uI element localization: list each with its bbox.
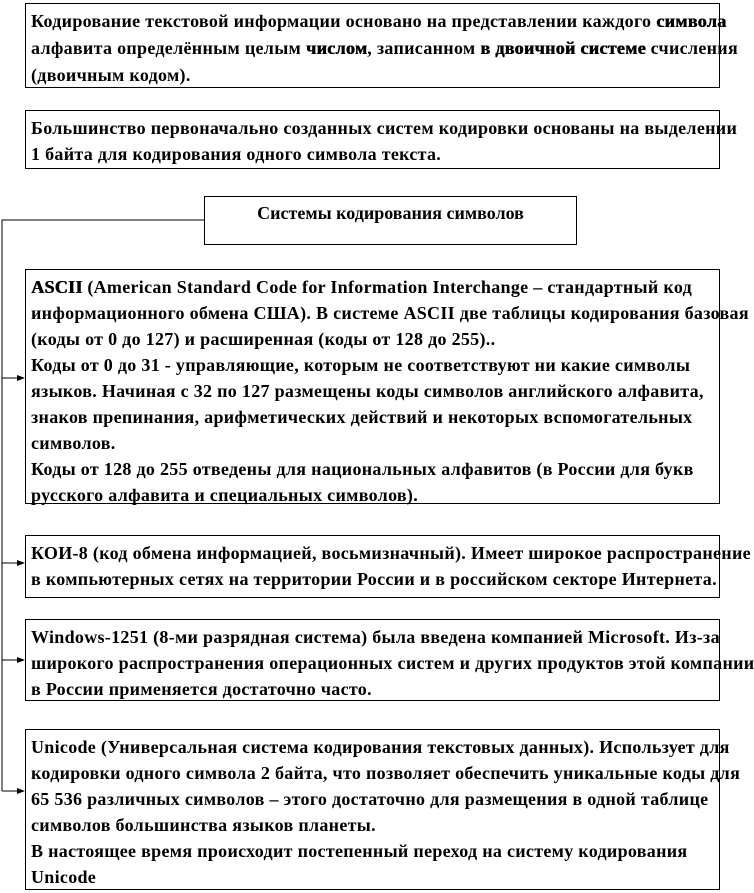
systems-title: Системы кодирования символов (204, 196, 577, 245)
text-segment: Unicode (Универсальная система кодирования текстовых данных). Использует для (31, 737, 730, 757)
text-line (31, 812, 719, 838)
text-segment: знаков препинания, арифметических действий и некоторых вспомогательных (31, 407, 693, 427)
text-segment: счисления (645, 38, 739, 58)
text-segment: , записанном (367, 38, 481, 58)
text-line (31, 676, 719, 702)
text-line (31, 326, 719, 352)
text-segment: Коды от 128 до 255 отведены для национальных алфавитов (в России для букв (31, 459, 694, 479)
text-segment: в России применяется достаточно часто. (31, 679, 372, 699)
text-segment: кодировки одного символа 2 байта, что позволяет обеспечить уникальные коды для (31, 763, 741, 783)
text-line (31, 482, 719, 508)
text-line (31, 624, 719, 650)
text-line (31, 35, 739, 62)
text-segment: Большинство первоначально созданных систем кодировки основаны на выделении (31, 118, 738, 138)
text-segment: широкого распространения операционных систем и других продуктов этой компании (31, 653, 754, 673)
text-line (31, 404, 719, 430)
unicode-box (25, 729, 741, 890)
text-line (31, 864, 719, 890)
text-line (31, 300, 749, 326)
text-segment: Unicode (31, 867, 97, 887)
text-line (31, 141, 719, 167)
byte-note-box (25, 110, 738, 169)
text-line (31, 786, 719, 812)
text-line (31, 430, 719, 456)
windows1251-box (25, 619, 754, 701)
text-segment: русского алфавита и специальных символов). (31, 485, 419, 505)
text-line (31, 378, 719, 404)
text-segment: Коды от 0 до 31 - управляющие, которым не соответствуют ни какие символы (31, 355, 691, 375)
emphasized-text: числом (305, 38, 368, 58)
text-line (31, 650, 754, 676)
text-line (31, 8, 727, 35)
text-segment: 1 байта для кодирования одного символа текста. (31, 144, 442, 164)
text-segment: 65 536 различных символов – этого достаточно для размещения в одной таблице (31, 789, 709, 809)
text-line (31, 115, 738, 141)
intro-box (25, 3, 739, 88)
emphasized-text: в двоичной системе (480, 38, 646, 58)
text-line (31, 760, 741, 786)
text-line (31, 352, 719, 378)
text-line (31, 734, 730, 760)
text-line (31, 540, 751, 566)
text-segment: (American Standard Code for Information Interchange – стандартный код (82, 277, 693, 297)
text-segment: символов. (31, 433, 116, 453)
text-segment: информационного обмена США). В системе ASCII две таблицы кодирования базовая (31, 303, 749, 323)
text-segment: Windows-1251 (8-ми разрядная система) была введена компанией Microsoft. Из-за (31, 627, 720, 647)
emphasized-text: символа (656, 11, 727, 31)
text-segment: в компьютерных сетях на территории России и в российском секторе Интернета. (31, 569, 717, 589)
text-segment: алфавита определённым целым (31, 38, 306, 58)
text-segment: символов большинства языков планеты. (31, 815, 376, 835)
text-line (31, 566, 719, 592)
text-line (31, 274, 719, 300)
text-line (31, 838, 719, 864)
text-line (31, 62, 719, 89)
text-segment: КОИ-8 (код обмена информацией, восьмизначный). Имеет широкое распространение (31, 543, 751, 563)
text-segment: (коды от 0 до 127) и расширенная (коды от 128 до 255).. (31, 329, 496, 349)
text-line (31, 456, 719, 482)
koi8-box (25, 535, 751, 598)
text-segment: языков. Начиная с 32 по 127 размещены коды символов английского алфавита, (31, 381, 704, 401)
ascii-box (25, 269, 749, 505)
emphasized-text: ASCII (31, 277, 83, 297)
text-segment: В настоящее время происходит постепенный переход на систему кодирования (31, 841, 688, 861)
text-segment: (двоичным кодом). (31, 65, 191, 85)
text-segment: Кодирование текстовой информации основано на представлении каждого (31, 11, 657, 31)
